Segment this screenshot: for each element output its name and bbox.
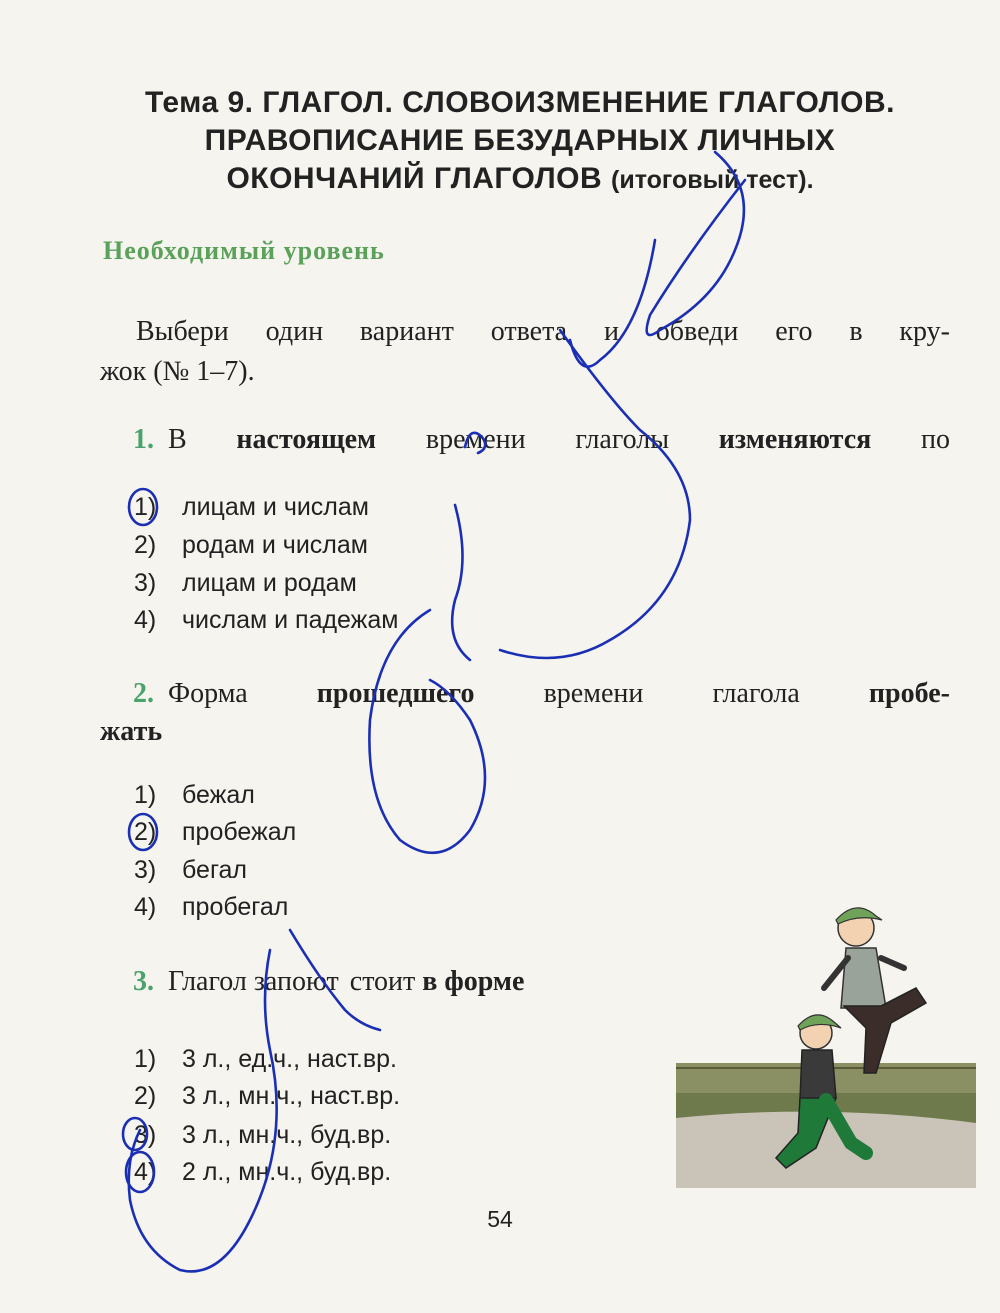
answer-option[interactable]: 1) 3 л., ед.ч., наст.вр. [134,1045,397,1073]
instruction-line1: Выбери один вариант ответа и обведи его в кру- [136,316,950,347]
topic-title-note: (итоговый тест). [611,166,814,194]
answer-option[interactable]: 4) 2 л., мн.ч., буд.вр. [134,1158,392,1186]
question-2-stem-cont: жать [100,716,163,747]
answer-option[interactable]: 4) числам и падежам [134,606,399,634]
topic-title-line2: ПРАВОПИСАНИЕ БЕЗУДАРНЫХ ЛИЧНЫХ [204,124,836,157]
answer-option[interactable]: 3) бегал [134,856,248,884]
topic-title-main: ОКОНЧАНИЙ ГЛАГОЛОВ [226,162,603,195]
pen-stroke [647,152,745,335]
answer-option[interactable]: 2) пробежал [134,818,297,846]
pen-stroke [570,240,655,367]
level-heading: Необходимый уровень [103,236,385,265]
pen-stroke [452,505,470,660]
question-number: 2. [133,678,154,709]
answer-option[interactable]: 2) 3 л., мн.ч., наст.вр. [134,1082,401,1110]
answer-circle [129,814,157,850]
question-3-stem: 3. Глагол запоют стоит в форме [133,966,525,997]
answer-option[interactable]: 3) лицам и родам [134,569,357,597]
answer-option[interactable]: 1) лицам и числам [134,493,369,521]
question-1-stem: 1. В настоящем времени глаголы изменяются по [133,424,950,455]
question-number: 3. [133,966,154,997]
page-number: 54 [487,1206,513,1232]
answer-option[interactable]: 3) 3 л., мн.ч., буд.вр. [134,1121,392,1149]
answer-option[interactable]: 2) родам и числам [134,531,368,559]
question-2-stem: 2. Форма прошедшего времени глагола пробе- [133,678,951,709]
answer-option[interactable]: 4) пробегал [134,893,289,921]
topic-title-line1: Тема 9. ГЛАГОЛ. СЛОВОИЗМЕНЕНИЕ ГЛАГОЛОВ. [145,86,895,119]
pen-stroke [290,930,380,1030]
instruction-line2: жок (№ 1–7). [100,356,255,387]
answer-circle [129,489,157,525]
answer-option[interactable]: 1) бежал [134,781,255,809]
question-number: 1. [133,424,154,455]
pen-stroke [369,610,485,853]
pen-stroke [465,433,485,453]
pen-stroke [500,330,690,658]
pen-stroke [129,950,277,1271]
